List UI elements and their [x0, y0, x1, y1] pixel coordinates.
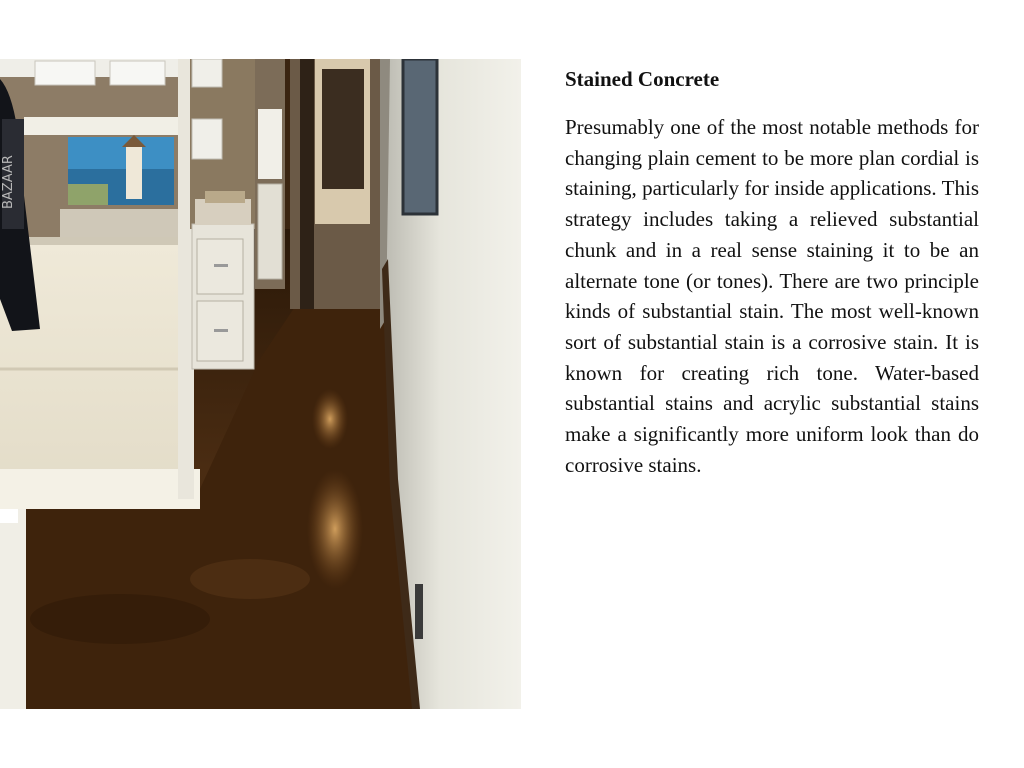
stained-concrete-hallway-photo [0, 59, 521, 709]
slide-heading: Stained Concrete [565, 67, 720, 91]
text-column [565, 64, 979, 480]
hallway-photo-illustration [0, 59, 521, 709]
slide-body-paragraph: Presumably one of the most notable methods for changing plain cement to be more plan cordial is staining, particularly for inside applications. This strategy includes taking a relieved substantial chunk and in a real sense staining it to be an alternate tone (or tones). There are two principle kinds of substantial stain. The most well-known sort of substantial stain is a corrosive stain. It is known for creating rich tone. Water-based substantial stains and acrylic substantial stains make a significantly more uniform look than do corrosive stains. [565, 115, 979, 477]
wall-outlet [415, 584, 423, 639]
jacket-print: BAZAAR [1, 155, 16, 209]
framed-picture [403, 59, 437, 214]
